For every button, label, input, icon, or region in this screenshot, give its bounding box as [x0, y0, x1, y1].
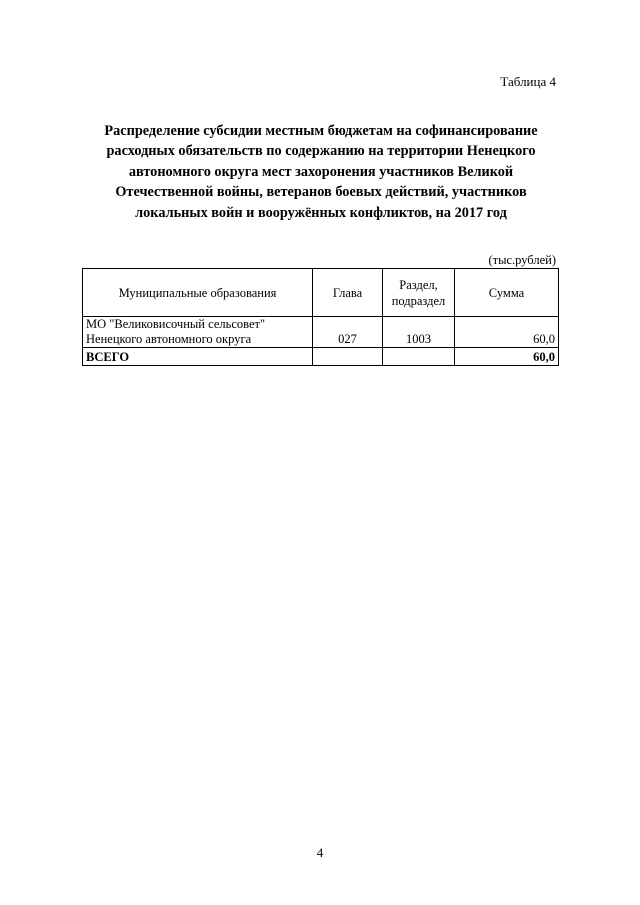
header-section [383, 269, 455, 317]
table-label: Таблица 4 [500, 74, 556, 89]
header-sum: Сумма [455, 269, 559, 317]
header-chapter: Глава [313, 269, 383, 317]
total-sum: 60,0 [455, 348, 559, 366]
document-title: Распределение субсидии местным бюджетам на софинансирование расходных обязательств по содержанию на территории Ненецкого автономного округа мест захоронения участников Великой Отечественной войны, ветеранов боевых действий, участников локальных войн и вооружённых конфликтов, на 2017 год [104, 123, 538, 221]
municipality-name-line1: МО "Великовисочный сельсовет" [86, 317, 266, 331]
total-label: ВСЕГО [83, 348, 313, 366]
header-section-line1: Раздел, [399, 277, 438, 292]
header-municipality: Муниципальные образования [83, 269, 313, 317]
total-section-empty [383, 348, 455, 366]
table-header-row [83, 269, 559, 317]
chapter-cell: 027 [313, 317, 383, 348]
municipality-name-line2: Ненецкого автономного округа [86, 332, 252, 346]
total-chapter-empty [313, 348, 383, 366]
page-number: 4 [316, 845, 324, 860]
municipality-cell [83, 317, 313, 348]
subsidy-table [82, 268, 559, 366]
sum-cell: 60,0 [455, 317, 559, 348]
table-row [83, 317, 559, 348]
total-row [83, 348, 559, 366]
units-label: (тыс.рублей) [488, 253, 556, 267]
section-cell: 1003 [383, 317, 455, 348]
header-section-line2: подраздел [391, 293, 446, 308]
